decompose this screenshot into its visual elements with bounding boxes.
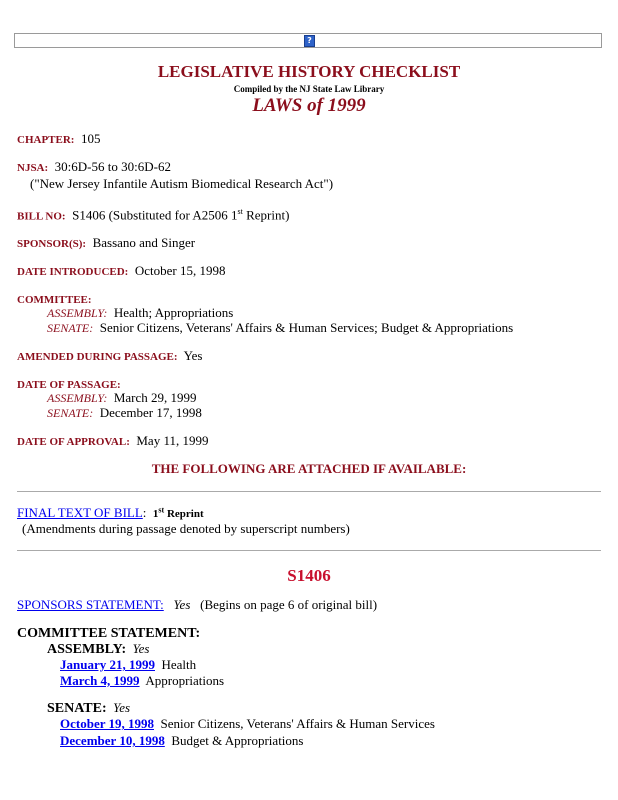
final-text-sup: st (158, 505, 165, 515)
cs-senate-date-link[interactable]: December 10, 1998 (60, 733, 165, 748)
divider (17, 491, 601, 492)
passage-senate-value: December 17, 1998 (99, 405, 202, 420)
laws-year: LAWS of 1999 (252, 95, 366, 116)
sponsors-row (17, 235, 195, 251)
passage-assembly-label: ASSEMBLY: (47, 391, 108, 405)
top-bar (14, 33, 602, 48)
committee-assembly-value: Health; Appropriations (113, 305, 234, 320)
cs-assembly-value: Yes (132, 641, 150, 656)
cs-assembly-row (47, 641, 150, 658)
date-of-passage-label-text: DATE OF PASSAGE: (17, 379, 121, 391)
bill-heading: S1406 (287, 566, 331, 585)
sponsors-statement-link[interactable]: SPONSORS STATEMENT: (17, 597, 164, 612)
cs-senate-desc: Senior Citizens, Veterans' Affairs & Human Services (160, 716, 435, 731)
final-text-link[interactable]: FINAL TEXT OF BILL (17, 505, 143, 520)
passage-senate-row (47, 405, 202, 421)
bill-no-label: BILL NO: (17, 210, 66, 223)
cs-senate-item (60, 716, 435, 732)
committee-senate-label: SENATE: (47, 321, 94, 335)
cs-senate-label: SENATE: (47, 701, 107, 716)
amended-label: AMENDED DURING PASSAGE: (17, 351, 178, 363)
committee-assembly-row (47, 305, 233, 321)
sponsors-statement-note: (Begins on page 6 of original bill) (200, 597, 378, 612)
cs-assembly-date-link[interactable]: March 4, 1999 (60, 673, 140, 688)
cs-assembly-item (60, 673, 224, 689)
njsa-title: ("New Jersey Infantile Autism Biomedical Research Act") (30, 176, 334, 191)
date-of-approval-label: DATE OF APPROVAL: (17, 436, 130, 448)
committee-senate-value: Senior Citizens, Veterans' Affairs & Human Services; Budget & Appropriations (99, 320, 514, 335)
final-text-note: (Amendments during passage denoted by superscript numbers) (22, 521, 350, 536)
final-text-reprint: Reprint (164, 508, 204, 520)
committee-statement-label: COMMITTEE STATEMENT: (17, 626, 201, 641)
bill-no-row (17, 207, 289, 223)
sponsors-statement-value: Yes (173, 597, 191, 612)
date-of-approval-value: May 11, 1999 (136, 433, 209, 448)
amended-value: Yes (183, 348, 203, 363)
amended-row (17, 348, 202, 364)
sponsors-statement-row (17, 597, 377, 613)
bill-no-sup: st (237, 207, 243, 216)
cs-assembly-label: ASSEMBLY: (47, 642, 127, 657)
cs-senate-row (47, 700, 130, 717)
cs-assembly-item (60, 657, 196, 673)
cs-senate-item (60, 733, 303, 749)
committee-senate-row (47, 320, 513, 336)
divider (17, 550, 601, 551)
help-icon[interactable]: ? (304, 35, 315, 47)
njsa-row (17, 159, 171, 175)
final-text-row (17, 505, 204, 521)
date-of-approval-row (17, 433, 208, 449)
passage-assembly-row (47, 390, 197, 406)
date-introduced-label: DATE INTRODUCED: (17, 266, 129, 278)
njsa-label: NJSA: (17, 162, 49, 174)
date-introduced-row (17, 263, 225, 279)
njsa-value: 30:6D-56 to 30:6D-62 (54, 159, 171, 174)
sponsors-value: Bassano and Singer (92, 235, 196, 250)
passage-senate-label: SENATE: (47, 406, 94, 420)
chapter-value: 105 (80, 131, 101, 146)
cs-assembly-desc: Health (161, 657, 197, 672)
chapter-label: CHAPTER: (17, 134, 75, 146)
page-title: LEGISLATIVE HISTORY CHECKLIST (157, 62, 461, 81)
cs-senate-desc: Budget & Appropriations (171, 733, 304, 748)
cs-assembly-date-link[interactable]: January 21, 1999 (60, 657, 155, 672)
compiled-by: Compiled by the NJ State Law Library (233, 84, 385, 94)
cs-assembly-desc: Appropriations (145, 673, 225, 688)
bill-no-value: S1406 (Substituted for A2506 1 (72, 207, 238, 223)
sponsors-label: SPONSOR(S): (17, 238, 87, 250)
bill-no-tail: Reprint) (242, 207, 290, 223)
committee-assembly-label: ASSEMBLY: (47, 306, 108, 320)
final-text-reprint-num: 1 (152, 508, 159, 520)
cs-senate-date-link[interactable]: October 19, 1998 (60, 716, 154, 731)
passage-assembly-value: March 29, 1999 (113, 390, 197, 405)
final-text-colon: : (142, 505, 147, 520)
committee-label-text: COMMITTEE: (17, 294, 92, 306)
chapter-row (17, 131, 100, 147)
attached-heading: THE FOLLOWING ARE ATTACHED IF AVAILABLE: (151, 461, 467, 476)
cs-senate-value: Yes (113, 700, 131, 715)
date-introduced-value: October 15, 1998 (134, 263, 226, 278)
